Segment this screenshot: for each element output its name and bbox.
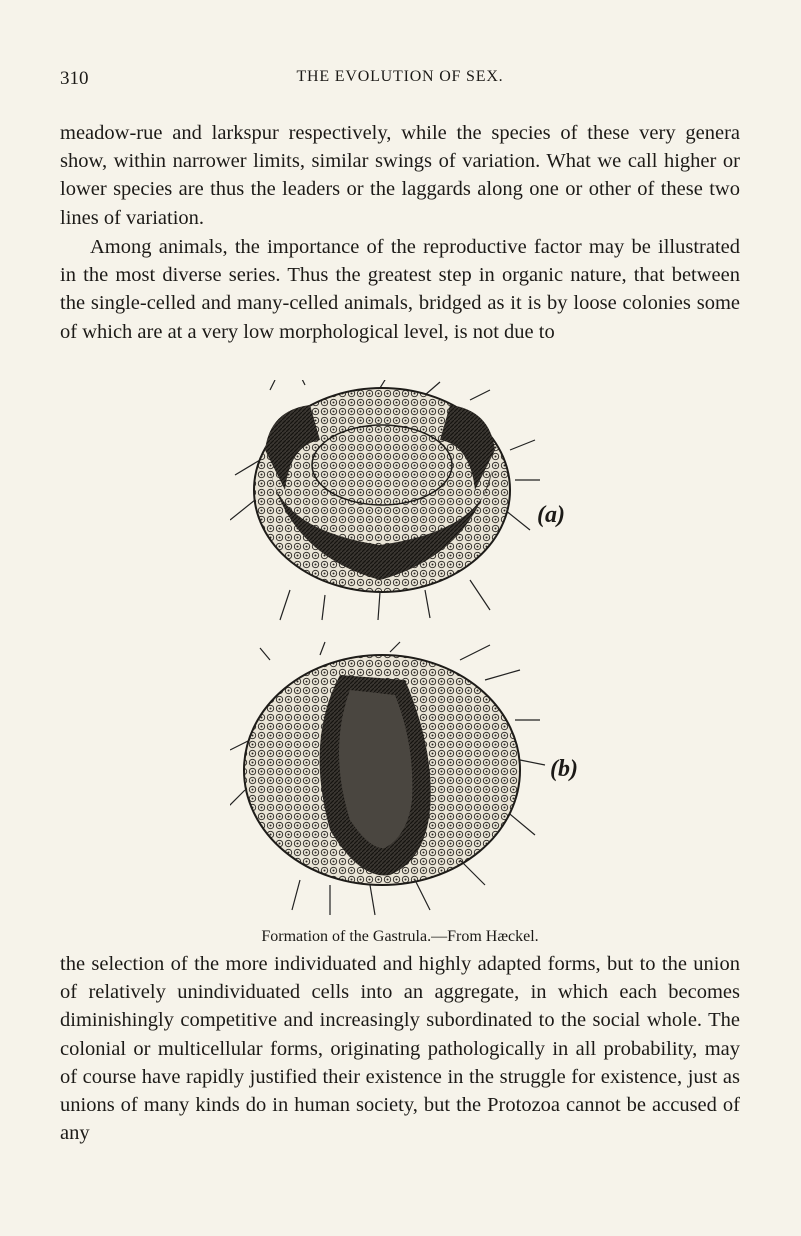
gastrula-stage-a bbox=[230, 380, 540, 620]
paragraph-2: Among animals, the importance of the reproductive factor may be illustrated in the most diverse series. Thus the greatest step in organic nature, that between the single-celled and many-celled animals, bridged as it is by loose colonies some of which are at a very low morphological level, is not due to bbox=[60, 236, 740, 343]
paragraph-1: meadow-rue and larkspur respectively, while the species of these very genera show, within narrower limits, similar swings of variation. What we call higher or lower species are thus the leaders or the laggards along one or other of these two lines of variation. bbox=[60, 122, 740, 229]
paragraph-3: the selection of the more individuated and highly adapted forms, but to the union of relatively unindividuated cells into an aggregate, in which each becomes diminishingly competitive and increasingly subordinated to the social whole. The colonial or multicellular forms, originating pathologically in all probability, may of course have rapidly justified their existence in the struggle for existence, just as unions of many kinds do in human society, but the Protozoa cannot be accused of any bbox=[60, 953, 740, 1145]
figure-caption: Formation of the Gastrula.—From Hæckel. bbox=[261, 928, 539, 945]
figure-label-a: (a) bbox=[537, 502, 565, 528]
gastrula-illustration bbox=[230, 380, 610, 920]
gastrula-stage-b bbox=[230, 642, 545, 915]
running-title: THE EVOLUTION OF SEX. bbox=[296, 68, 504, 85]
page-number: 310 bbox=[60, 68, 89, 89]
figure-label-b: (b) bbox=[550, 756, 578, 782]
page-header bbox=[60, 68, 740, 92]
gastrula-drawings bbox=[230, 380, 610, 920]
